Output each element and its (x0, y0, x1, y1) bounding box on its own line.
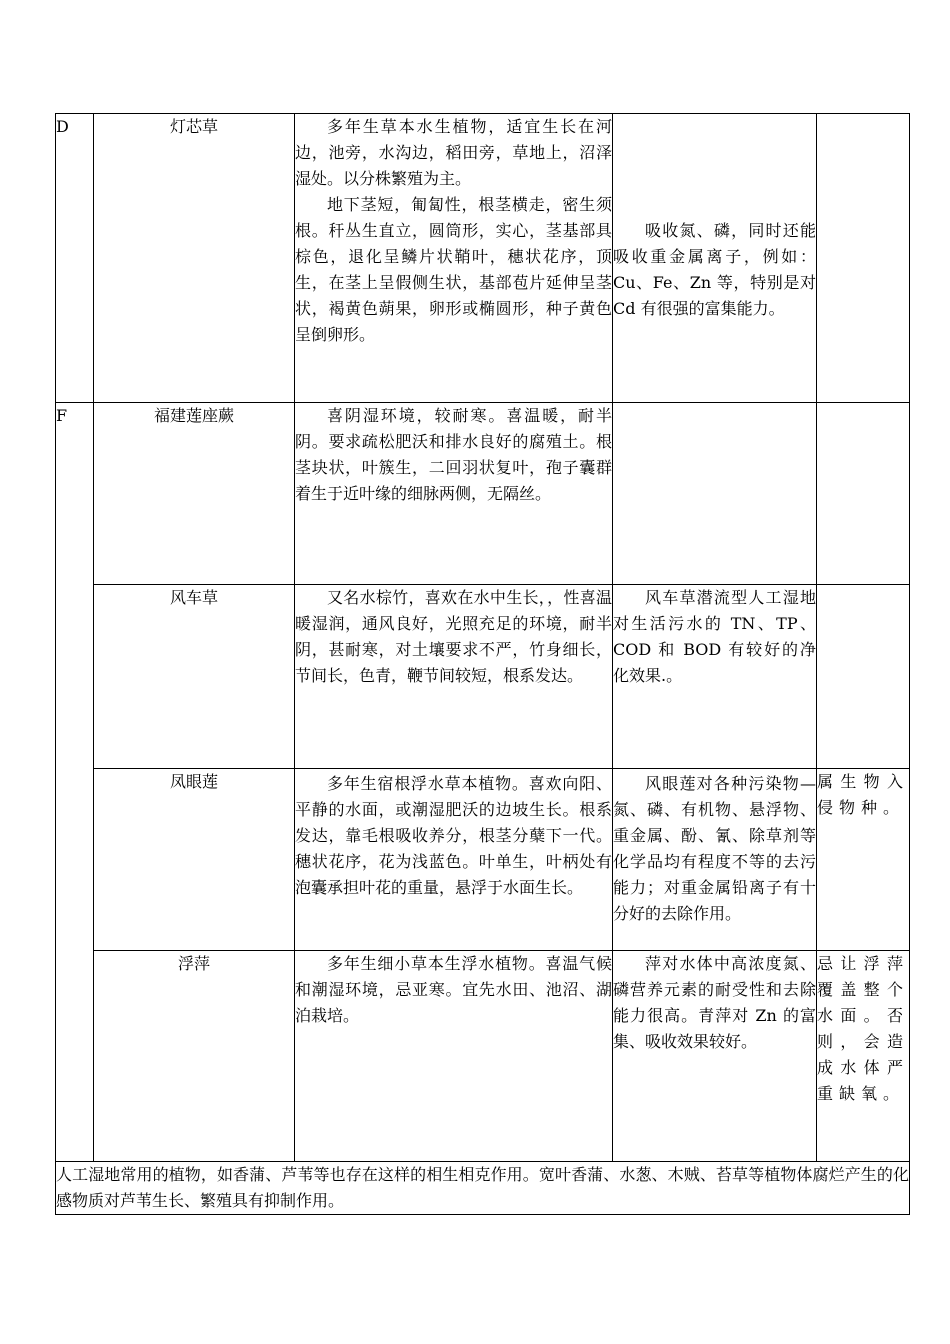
table-row (56, 403, 910, 585)
plant-note (817, 403, 910, 585)
table-row (56, 769, 910, 951)
description-paragraph: 多年生草本水生植物，适宜生长在河边，池旁，水沟边，稻田旁，草地上，沼泽湿处。以分株繁殖为主。 (295, 117, 612, 188)
plant-note (817, 114, 910, 403)
plant-note: 属生物入侵物种。 (817, 769, 910, 951)
group-letter: F (56, 403, 94, 1162)
effect-text: 吸收氮、磷，同时还能吸收重金属离子，例如：Cu、Fe、Zn 等，特别是对 Cd 有很强的富集能力。 (613, 221, 816, 318)
description-paragraph: 多年生宿根浮水草本植物。喜欢向阳、平静的水面，或潮湿肥沃的边坡生长。根系发达，靠毛根吸收养分，根茎分蘖下一代。穗状花序，花为浅蓝色。叶单生，叶柄处有泡囊承担叶花的重量，悬浮于水面生长。 (295, 774, 612, 897)
purification-effect (613, 585, 817, 769)
purification-effect (613, 951, 817, 1162)
group-letter: D (56, 114, 94, 403)
purification-effect (613, 769, 817, 951)
effect-text: 风车草潜流型人工湿地对生活污水的 TN、TP、COD 和 BOD 有较好的净化效果.。 (613, 588, 816, 685)
plant-description (295, 769, 613, 951)
table-row (56, 585, 910, 769)
plant-description (295, 403, 613, 585)
description-paragraph: 地下茎短，匍匐性，根茎横走，密生须根。秆丛生直立，圆筒形，实心，茎基部具棕色，退化呈鳞片状鞘叶，穗状花序，顶生，在茎上呈假侧生状，基部苞片延伸呈茎状，褐黄色蒴果，卵形或椭圆形，种子黄色呈倒卵形。 (295, 195, 612, 344)
plant-table (55, 113, 910, 1215)
effect-text: 风眼莲对各种污染物—氮、磷、有机物、悬浮物、重金属、酚、氰、除草剂等化学品均有程度不等的去污能力；对重金属铅离子有十分好的去除作用。 (613, 774, 816, 923)
plant-name: 浮萍 (94, 951, 295, 1162)
description-paragraph: 多年生细小草本生浮水植物。喜温气候和潮湿环境，忌亚寒。宜先水田、池沼、湖泊栽培。 (295, 954, 612, 1025)
purification-effect (613, 403, 817, 585)
table-row (56, 114, 910, 403)
plant-note (817, 585, 910, 769)
table-footnote: 人工湿地常用的植物，如香蒲、芦苇等也存在这样的相生相克作用。宽叶香蒲、水葱、木贼、苔草等植物体腐烂产生的化感物质对芦苇生长、繁殖具有抑制作用。 (56, 1162, 910, 1215)
table-row (56, 1162, 910, 1215)
plant-name: 灯芯草 (94, 114, 295, 403)
plant-name: 凤眼莲 (94, 769, 295, 951)
plant-description (295, 585, 613, 769)
description-paragraph: 喜阴湿环境，较耐寒。喜温暖，耐半阴。要求疏松肥沃和排水良好的腐殖土。根茎块状，叶簇生，二回羽状复叶，孢子囊群着生于近叶缘的细脉两侧，无隔丝。 (295, 406, 612, 503)
plant-name: 福建莲座蕨 (94, 403, 295, 585)
purification-effect (613, 114, 817, 403)
plant-name: 风车草 (94, 585, 295, 769)
table-row (56, 951, 910, 1162)
plant-note: 忌让浮萍覆盖整个水面。否则，会造成水体严重缺氧。 (817, 951, 910, 1162)
description-paragraph: 又名水棕竹，喜欢在水中生长，，性喜温暖湿润，通风良好，光照充足的环境，耐半阴，甚耐寒，对土壤要求不严，竹身细长，节间长，色青，鞭节间较短，根系发达。 (295, 588, 612, 685)
effect-text: 萍对水体中高浓度氮、磷营养元素的耐受性和去除能力很高。青萍对 Zn 的富集、吸收效果较好。 (613, 954, 816, 1051)
plant-description (295, 114, 613, 403)
plant-description (295, 951, 613, 1162)
